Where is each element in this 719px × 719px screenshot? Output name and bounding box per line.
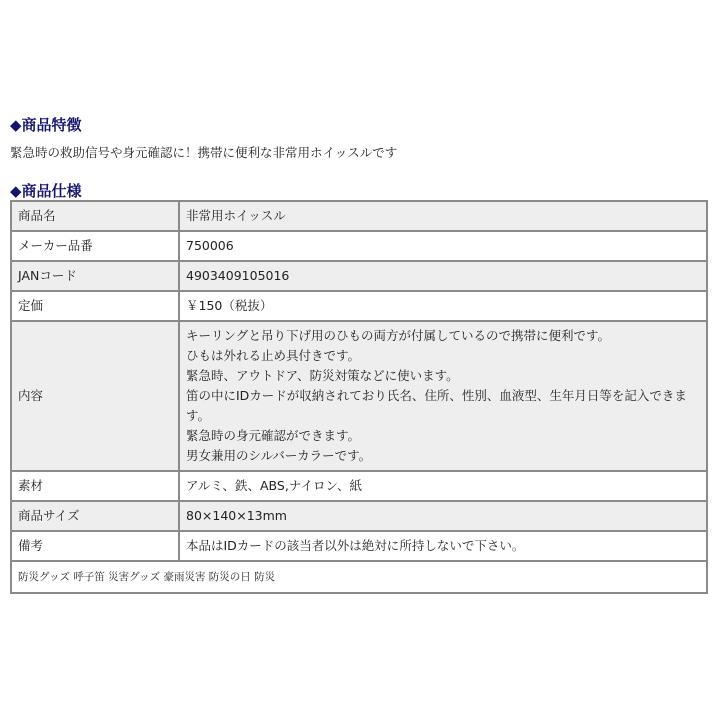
table-row	[11, 471, 707, 501]
row-label: 素材	[11, 471, 179, 501]
content-line: 緊急時の身元確認ができます。	[186, 428, 361, 443]
row-label: JANコード	[11, 261, 179, 291]
table-row	[11, 531, 707, 561]
table-row	[11, 261, 707, 291]
content-line: 男女兼用のシルバーカラーです。	[186, 448, 372, 463]
tags-row	[11, 561, 707, 593]
row-label: メーカー品番	[11, 231, 179, 261]
table-row	[11, 501, 707, 531]
content-line: 笛の中にIDカードが収納されており氏名、住所、性別、血液型、生年月日等を記入できます。	[186, 388, 687, 423]
content-line: キーリングと吊り下げ用のひもの両方が付属しているので携帯に便利です。	[186, 328, 611, 343]
row-value: 4903409105016	[179, 261, 707, 291]
row-label: 定価	[11, 291, 179, 321]
row-label: 内容	[11, 321, 179, 471]
row-value: 80×140×13mm	[179, 501, 707, 531]
content-line: 緊急時、アウトドア、防災対策などに使います。	[186, 368, 459, 383]
table-row	[11, 321, 707, 471]
table-row	[11, 291, 707, 321]
row-value: 非常用ホイッスル	[179, 201, 707, 231]
row-label: 備考	[11, 531, 179, 561]
content-line: ひもは外れる止め具付きです。	[186, 348, 361, 363]
row-value: 本品はIDカードの該当者以外は絶対に所持しないで下さい。	[179, 531, 707, 561]
tags: 防災グッズ 呼子笛 災害グッズ 豪雨災害 防災の日 防災	[11, 561, 707, 593]
row-value: アルミ、鉄、ABS,ナイロン、紙	[179, 471, 707, 501]
specs-heading: ◆商品仕様	[10, 182, 82, 200]
features-heading: ◆商品特徴	[10, 116, 82, 134]
table-row	[11, 201, 707, 231]
table-row	[11, 231, 707, 261]
row-value: ￥150（税抜）	[179, 291, 707, 321]
row-label: 商品名	[11, 201, 179, 231]
row-value: 750006	[179, 231, 707, 261]
features-text: 緊急時の救助信号や身元確認に！携帯に便利な非常用ホイッスルです	[10, 145, 398, 160]
row-value	[179, 321, 707, 471]
specs-table	[10, 200, 708, 594]
row-label: 商品サイズ	[11, 501, 179, 531]
